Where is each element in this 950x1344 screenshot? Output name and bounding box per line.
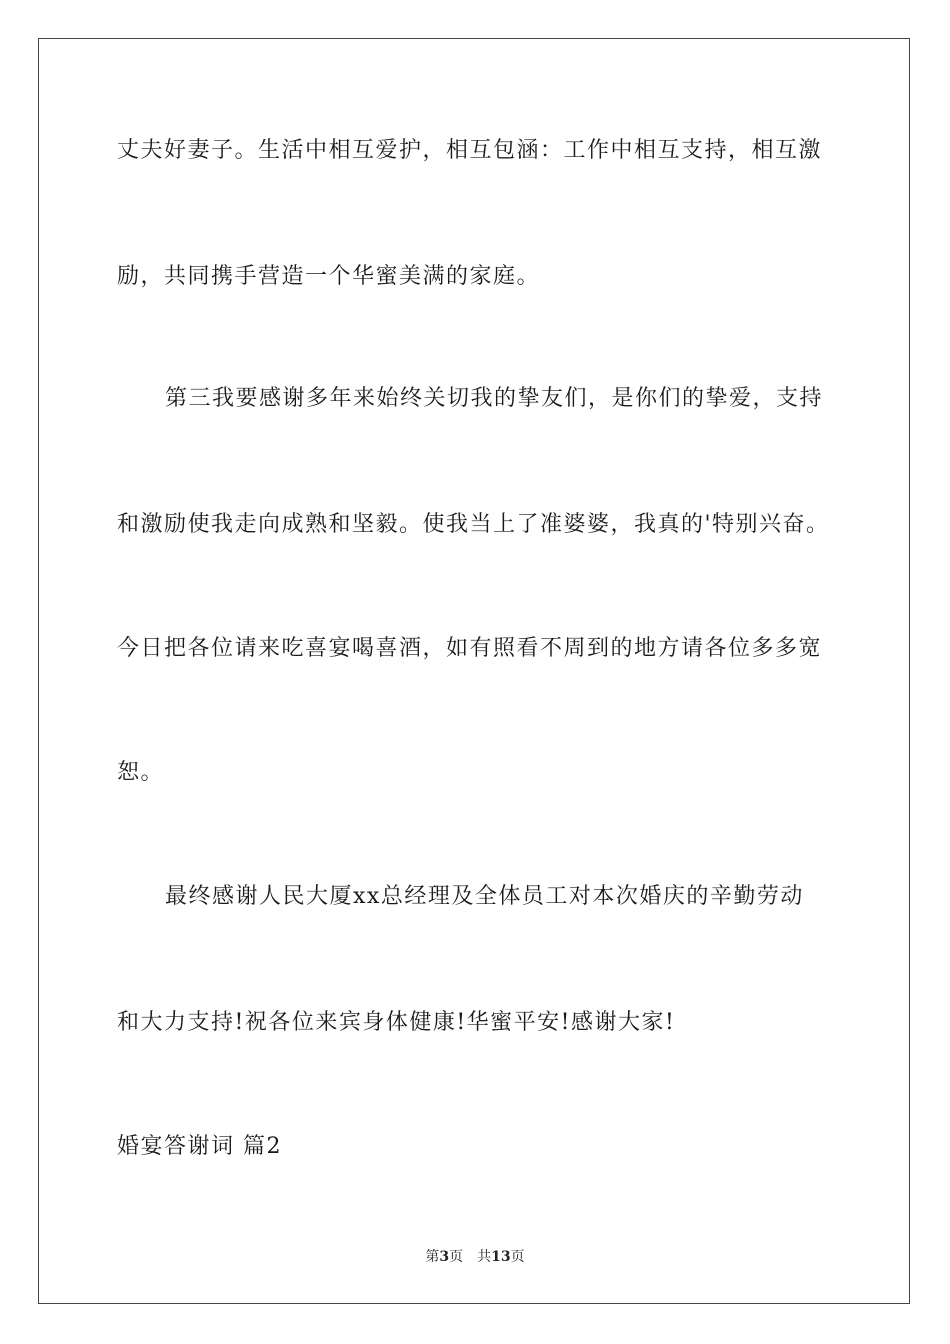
- body-line-4: 和激励使我走向成熟和坚毅。使我当上了准婆婆，我真的'特别兴奋。: [117, 512, 830, 537]
- body-line-3: 第三我要感谢多年来始终关切我的挚友们，是你们的挚爱，支持: [165, 386, 824, 411]
- body-line-2: 励，共同携手营造一个华蜜美满的家庭。: [117, 264, 541, 289]
- footer-page-suffix: 页: [449, 1249, 464, 1265]
- body-line-7: 最终感谢人民大厦xx总经理及全体员工对本次婚庆的辛勤劳动: [165, 884, 804, 909]
- section-heading: 婚宴答谢词 篇2: [117, 1134, 282, 1159]
- body-line-1: 丈夫好妻子。生活中相互爱护，相互包涵：工作中相互支持，相互激: [117, 138, 823, 163]
- page-border: [38, 38, 910, 1304]
- footer-total-prefix: 共: [477, 1249, 492, 1265]
- footer-page-number: 3: [439, 1249, 450, 1265]
- body-line-8: 和大力支持!祝各位来宾身体健康!华蜜平安!感谢大家!: [117, 1010, 676, 1035]
- footer-total-suffix: 页: [510, 1249, 525, 1265]
- page-footer: [0, 1248, 950, 1266]
- footer-page-prefix: 第: [425, 1249, 440, 1265]
- footer-total-pages: 13: [491, 1249, 511, 1265]
- body-line-5: 今日把各位请来吃喜宴喝喜酒，如有照看不周到的地方请各位多多宽: [117, 636, 823, 661]
- body-line-6: 恕。: [117, 760, 165, 785]
